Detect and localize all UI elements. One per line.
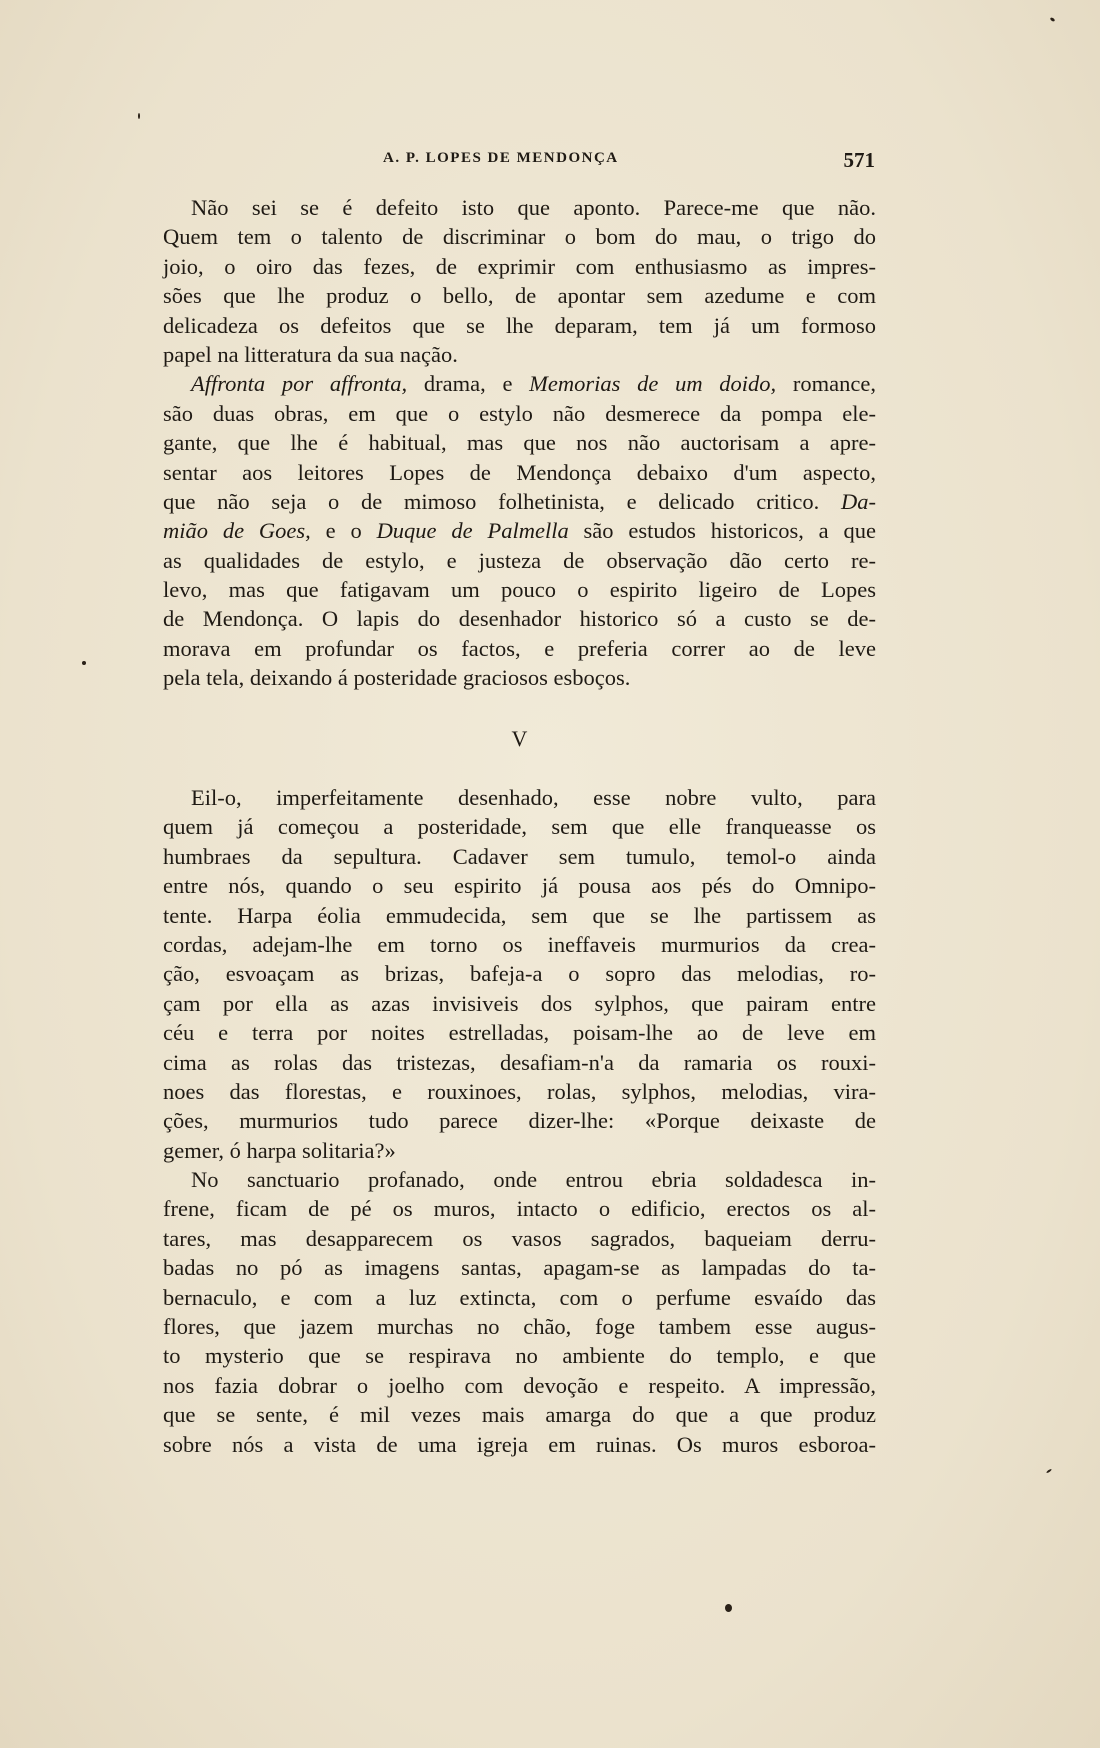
page-number: 571 <box>843 148 875 172</box>
paragraph-3-line: cima as rolas das tristezas, desafiam-n'a da ramaria os rouxi- <box>163 1049 876 1075</box>
paragraph-2-line <box>163 487 876 516</box>
paragraph-1-line: delicadeza os defeitos que se lhe deparam, tem já um formoso <box>163 312 876 338</box>
paragraph-4-line: No sanctuario profanado, onde entrou ebria soldadesca in- <box>191 1167 876 1193</box>
ink-speck <box>1050 17 1056 22</box>
paragraph-2-line: morava em profundar os factos, e preferia correr ao de leve <box>163 635 876 661</box>
ink-speck <box>1046 1468 1052 1473</box>
text-run: romance, <box>776 371 876 397</box>
paragraph-4-line: sobre nós a vista de uma igreja em ruinas. Os muros esboroa- <box>163 1431 876 1457</box>
paragraph-4-line: que se sente, é mil vezes mais amarga do que a que produz <box>163 1402 876 1428</box>
paragraph-1-line: Quem tem o talento de discriminar o bom do mau, o trigo do <box>163 224 876 250</box>
paragraph-3-line: entre nós, quando o seu espirito já pousa aos pés do Omnipo- <box>163 873 876 899</box>
section-heading: V <box>511 726 528 751</box>
text-run: que não seja o de mimoso folhetinista, e delicado critico. <box>163 488 841 514</box>
paragraph-4-line: tares, mas desapparecem os vasos sagrados, baqueiam derru- <box>163 1225 876 1251</box>
work-title: Duque de Palmella <box>376 518 569 544</box>
paragraph-2-line: levo, mas que fatigavam um pouco o espirito ligeiro de Lopes <box>163 577 876 603</box>
ink-speck <box>725 1604 732 1612</box>
paragraph-3-line: tente. Harpa éolia emmudecida, sem que se lhe partissem as <box>163 902 876 928</box>
work-title: Memorias de um doido, <box>529 371 777 397</box>
work-title: mião de Goes, <box>163 518 311 544</box>
paragraph-2-line <box>163 516 876 545</box>
paragraph-3-line: ções, murmurios tudo parece dizer-lhe: «Porque deixaste de <box>163 1108 876 1134</box>
paragraph-4-line: frene, ficam de pé os muros, intacto o edificio, erectos os al- <box>163 1196 876 1222</box>
paragraph-3-line: noes das florestas, e rouxinoes, rolas, sylphos, melodias, vira- <box>163 1078 876 1104</box>
paragraph-3-line: céu e terra por noites estrelladas, poisam-lhe ao de leve em <box>163 1020 876 1046</box>
running-title: A. P. LOPES DE MENDONÇA <box>383 150 619 166</box>
ink-speck <box>82 661 86 665</box>
text-run: e o <box>310 518 377 544</box>
paragraph-1-line: sões que lhe produz o bello, de apontar sem azedume e com <box>163 283 876 309</box>
paragraph-2-line: são duas obras, em que o estylo não desmerece da pompa ele- <box>163 400 876 426</box>
paragraph-3-line: gemer, ó harpa solitaria?» <box>163 1137 396 1163</box>
paragraph-3-line: humbraes da sepultura. Cadaver sem tumulo, temol-o ainda <box>163 843 876 869</box>
paragraph-3-line: çam por ella as azas invisiveis dos sylphos, que pairam entre <box>163 990 876 1016</box>
paragraph-2-line: gante, que lhe é habitual, mas que nos não auctorisam a apre- <box>163 430 876 456</box>
text-run: drama, e <box>407 371 530 397</box>
paragraph-2-line <box>163 369 876 398</box>
text-block-upper <box>163 193 876 693</box>
paragraph-4-line: badas no pó as imagens santas, apagam-se as lampadas do ta- <box>163 1255 876 1281</box>
paragraph-1-line: Não sei se é defeito isto que aponto. Parece-me que não. <box>191 195 876 220</box>
text-block-lower <box>163 783 876 1459</box>
work-title: Da- <box>841 488 876 514</box>
paragraph-4-line: flores, que jazem murchas no chão, foge tambem esse augus- <box>163 1314 876 1340</box>
paragraph-2-line: sentar aos leitores Lopes de Mendonça debaixo d'um aspecto, <box>163 459 876 485</box>
paragraph-2-line: pela tela, deixando á posteridade graciosos esboços. <box>163 665 631 691</box>
paragraph-2-line: as qualidades de estylo, e justeza de observação dão certo re- <box>163 547 876 573</box>
paragraph-3-line: cordas, adejam-lhe em torno os ineffaveis murmurios da crea- <box>163 931 876 957</box>
text-run: são estudos historicos, a que <box>568 518 876 544</box>
paragraph-3-line: quem já começou a posteridade, sem que elle franqueasse os <box>163 814 876 840</box>
paragraph-4-line: nos fazia dobrar o joelho com devoção e respeito. A impressão, <box>163 1372 876 1398</box>
paragraph-3-line: ção, esvoaçam as brizas, bafeja-a o sopro das melodias, ro- <box>163 961 876 987</box>
paragraph-3-line: Eil-o, imperfeitamente desenhado, esse nobre vulto, para <box>191 785 876 810</box>
paragraph-4-line: bernaculo, e com a luz extincta, com o perfume esvaído das <box>163 1284 876 1310</box>
paragraph-4-line: to mysterio que se respirava no ambiente do templo, e que <box>163 1343 876 1369</box>
work-title: Affronta por affronta, <box>191 371 408 397</box>
paragraph-1-line: papel na litteratura da sua nação. <box>163 341 458 367</box>
paragraph-1-line: joio, o oiro das fezes, de exprimir com enthusiasmo as impres- <box>163 253 876 279</box>
ink-speck <box>138 113 140 119</box>
paragraph-2-line: de Mendonça. O lapis do desenhador historico só a custo se de- <box>163 606 876 632</box>
running-head <box>163 148 875 176</box>
